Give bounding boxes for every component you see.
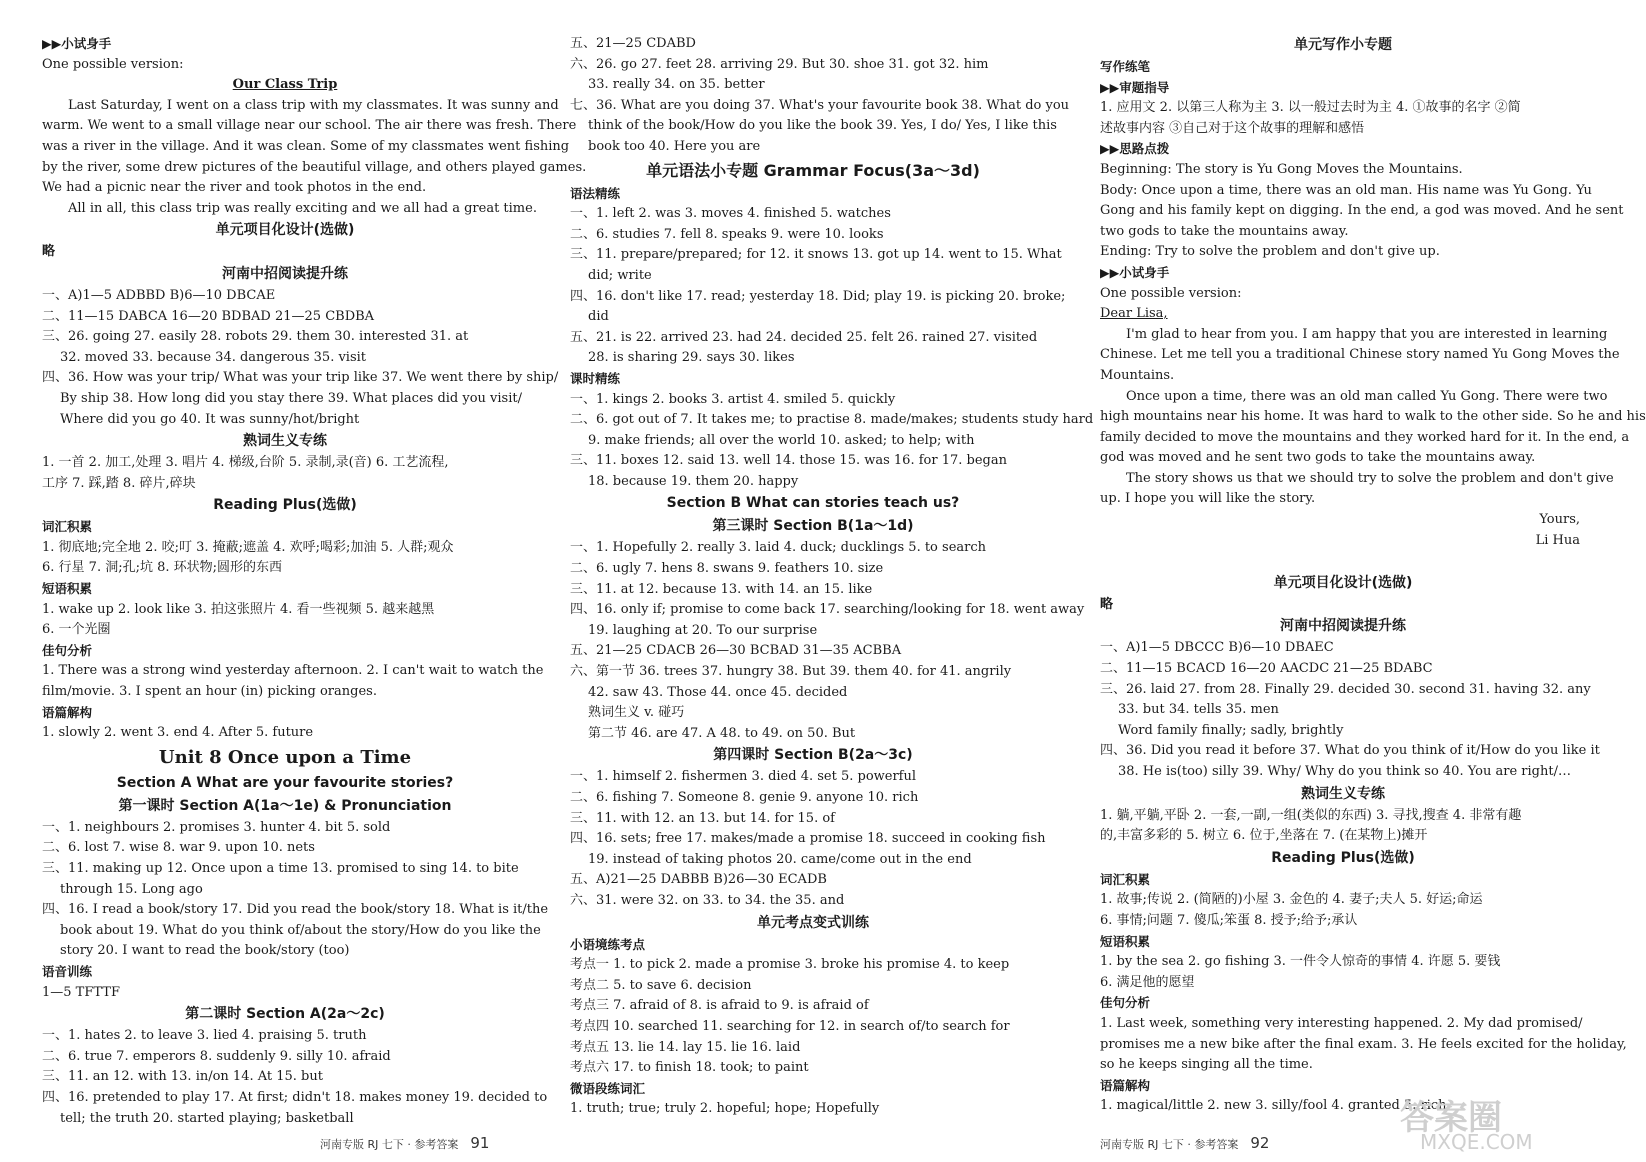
col2-line: did; write <box>588 267 652 283</box>
col2-line: 小语境练考点 <box>570 936 646 952</box>
col2-line: 四、16. don't like 17. read; yesterday 18. Did; play 19. is picking 20. broke; <box>570 288 1066 304</box>
col2-line: 七、36. What are you doing 37. What's your favourite book 38. What do you <box>570 97 1070 113</box>
col1-line: 一、1. hates 2. to leave 3. lied 4. praising 5. truth <box>42 1028 367 1044</box>
col3-line: 词汇积累 <box>1100 871 1151 887</box>
col2-line: 一、1. left 2. was 3. moves 4. finished 5. watches <box>570 206 891 222</box>
col3-line: Gong and his family kept on digging. In the end, a god was moved. And he sent <box>1100 203 1624 219</box>
col2-line: 四、16. sets; free 17. makes/made a promise 18. succeed in cooking fish <box>570 831 1046 847</box>
col2-line: 五、21—25 CDACB 26—30 BCBAD 31—35 ACBBA <box>570 643 902 659</box>
col3-line: 1. 应用文 2. 以第三人称为主 3. 以一般过去时为主 4. ①故事的名字 ②简 <box>1100 100 1521 116</box>
col1-line: was a river in the village. And it was clean. Some of my classmates went fishing <box>42 138 570 154</box>
col2-line: 第三课时 Section B(1a～1d) <box>712 518 914 535</box>
col1-line: 略 <box>42 244 56 260</box>
col3-line: 6. 满足他的愿望 <box>1100 974 1195 990</box>
col2-line: 三、11. with 12. an 13. but 14. for 15. of <box>570 810 835 826</box>
col3-line: Chinese. Let me tell you a traditional Chinese story named Yu Gong Moves the <box>1100 347 1620 363</box>
left-column <box>42 34 587 1126</box>
col2-line: 9. make friends; all over the world 10. asked; to help; with <box>588 432 975 448</box>
col1-line: Last Saturday, I went on a class trip with my classmates. It was sunny and <box>68 97 559 113</box>
col2-line: 33. really 34. on 35. better <box>588 77 765 93</box>
col1-line: 一、A)1—5 ADBBD B)6—10 DBCAE <box>42 287 276 303</box>
col2-line: 42. saw 43. Those 44. once 45. decided <box>588 684 848 700</box>
col1-line: 6. 行星 7. 洞;孔;坑 8. 环状物;圆形的东西 <box>42 560 283 576</box>
col3-line: family decided to move the mountains and they worked hard for it. In the end, a <box>1100 429 1630 445</box>
col3-line: 四、36. Did you read it before 37. What do you think of it/How do you like it <box>1100 743 1600 759</box>
col1-line: 语篇解构 <box>42 704 93 720</box>
col1-line: tell; the truth 20. started playing; basketball <box>60 1110 354 1126</box>
col3-line: 单元项目化设计(选做) <box>1273 574 1413 591</box>
col3-line: Once upon a time, there was an old man called Yu Gong. There were two <box>1126 388 1608 404</box>
col3-line: 1. by the sea 2. go fishing 3. 一件令人惊奇的事情 4. 许愿 5. 要钱 <box>1100 954 1501 970</box>
col3-line: 三、26. laid 27. from 28. Finally 29. decided 30. second 31. having 32. any <box>1100 681 1591 697</box>
col2-line: 考点五 13. lie 14. lay 15. lie 16. laid <box>570 1039 801 1055</box>
col1-line: 语音训练 <box>42 963 93 979</box>
col2-line: 第四课时 Section B(2a～3c) <box>713 747 913 764</box>
col3-line: Yours, <box>1539 512 1580 528</box>
col1-line: 四、36. How was your trip/ What was your trip like 37. We went there by ship/ <box>42 370 559 386</box>
col1-line: 1. wake up 2. look like 3. 拍这张照片 4. 看一些视频 5. 越来越黑 <box>42 601 435 617</box>
col1-line: 一、1. neighbours 2. promises 3. hunter 4. bit 5. sold <box>42 819 391 835</box>
col3-line: 佳句分析 <box>1100 995 1151 1011</box>
col3-line: 短语积累 <box>1100 933 1151 949</box>
col2-line: 四、16. only if; promise to come back 17. searching/looking for 18. went away <box>570 602 1085 618</box>
col3-line: 二、11—15 BCACD 16—20 AACDC 21—25 BDABC <box>1100 661 1433 677</box>
col2-line: 19. instead of taking photos 20. came/come out in the end <box>588 851 972 867</box>
col1-line: 三、11. an 12. with 13. in/on 14. At 15. but <box>42 1069 323 1085</box>
col1-line: film/movie. 3. I spent an hour (in) picking oranges. <box>42 684 377 700</box>
col2-line: 语法精练 <box>570 185 621 201</box>
watermark-logo: 答案圈 <box>1400 1098 1502 1138</box>
col3-line: promises me a new bike after the final exam. 3. He feels excited for the holiday, <box>1100 1036 1627 1052</box>
col2-line: 三、11. prepare/prepared; for 12. it snows 13. got up 14. went to 15. What <box>570 247 1062 263</box>
col2-line: 二、6. ugly 7. hens 8. swans 9. feathers 10. size <box>570 561 884 577</box>
right-column <box>1100 34 1646 1124</box>
col3-line: Beginning: The story is Yu Gong Moves the Mountains. <box>1100 161 1463 177</box>
col3-line: 1. Last week, something very interesting happened. 2. My dad promised/ <box>1100 1015 1583 1031</box>
col3-line <box>1100 551 1586 572</box>
page-number-left: 91 <box>470 1134 490 1152</box>
col2-line: 一、1. Hopefully 2. really 3. laid 4. duck; ducklings 5. to search <box>570 540 987 556</box>
col2-line: 五、A)21—25 DABBB B)26—30 ECADB <box>570 872 827 888</box>
col1-line: 三、26. going 27. easily 28. robots 29. them 30. interested 31. at <box>42 329 469 345</box>
col3-line: Dear Lisa, <box>1100 306 1168 322</box>
col3-line: two gods to take the mountains away. <box>1100 223 1349 239</box>
col3-line: Reading Plus(选做) <box>1271 849 1415 866</box>
col2-line: 三、11. boxes 12. said 13. well 14. those 15. was 16. for 17. began <box>570 453 1007 469</box>
col1-line: 1. There was a strong wind yesterday afternoon. 2. I can't wait to watch the <box>42 663 544 679</box>
col2-line: 19. laughing at 20. To our surprise <box>588 622 818 638</box>
col1-line: 河南中招阅读提升练 <box>222 265 348 282</box>
col3-line: Body: Once upon a time, there was an old man. His name was Yu Gong. Yu <box>1100 182 1592 198</box>
page-footer-left <box>320 1134 489 1152</box>
col1-line: 短语积累 <box>42 581 93 597</box>
col3-line: high mountains near his home. It was hard to walk to the other side. So he and his <box>1100 409 1646 425</box>
col2-line: 五、21. is 22. arrived 23. had 24. decided 25. felt 26. rained 27. visited <box>570 329 1038 345</box>
col2-line: think of the book/How do you like the book 39. Yes, I do/ Yes, I like this <box>588 118 1057 134</box>
col2-line: 一、1. himself 2. fishermen 3. died 4. set 5. powerful <box>570 769 917 785</box>
col3-line: 1. 故事;传说 2. (简陋的)小屋 3. 金色的 4. 妻子;夫人 5. 好运;命运 <box>1100 892 1483 908</box>
col1-line: Our Class Trip <box>232 77 338 93</box>
col1-line: story 20. I want to read the book/story (too) <box>60 943 350 959</box>
col1-line: Reading Plus(选做) <box>213 497 357 514</box>
col2-line: 微语段练词汇 <box>570 1080 646 1096</box>
col1-line: 二、6. lost 7. wise 8. war 9. upon 10. nets <box>42 840 315 856</box>
col2-line: 考点二 5. to save 6. decision <box>570 977 752 993</box>
watermark-url: MXQE.COM <box>1420 1130 1533 1154</box>
col1-line: 32. moved 33. because 34. dangerous 35. visit <box>60 349 367 365</box>
col3-line: The story shows us that we should try to solve the problem and don't give <box>1126 470 1614 486</box>
col1-line: 四、16. pretended to play 17. At first; didn't 18. makes money 19. decided to <box>42 1089 548 1105</box>
col3-line: 语篇解构 <box>1100 1077 1151 1093</box>
page-number-right: 92 <box>1250 1134 1270 1152</box>
col3-line: 河南中招阅读提升练 <box>1280 618 1406 635</box>
col3-line: 的,丰富多彩的 5. 树立 6. 位于,坐落在 7. (在某物上)摊开 <box>1100 828 1428 844</box>
col2-line: 二、6. got out of 7. It takes me; to practise 8. made/makes; students study hard <box>570 412 1094 428</box>
col3-line: Li Hua <box>1535 532 1580 548</box>
page-footer-right <box>1100 1134 1269 1152</box>
col3-line: 略 <box>1100 596 1114 612</box>
col3-line: 熟词生义专练 <box>1301 785 1385 802</box>
col3-line: 1. magical/little 2. new 3. silly/fool 4. granted 5. rich <box>1100 1098 1447 1114</box>
col3-line: I'm glad to hear from you. I am happy that you are interested in learning <box>1126 326 1608 342</box>
col3-line: Ending: Try to solve the problem and don't give up. <box>1100 244 1440 260</box>
col1-line: All in all, this class trip was really exciting and we all had a great time. <box>68 200 537 216</box>
col1-line: 第一课时 Section A(1a～1e) & Pronunciation <box>118 797 452 814</box>
col2-line: 28. is sharing 29. says 30. likes <box>588 350 795 366</box>
col1-line: 二、11—15 DABCA 16—20 BDBAD 21—25 CBDBA <box>42 308 375 324</box>
col2-line: 二、6. studies 7. fell 8. speaks 9. were 10. looks <box>570 226 884 242</box>
col3-line: 一、A)1—5 DBCCC B)6—10 DBAEC <box>1100 640 1334 656</box>
col3-line: up. I hope you will like the story. <box>1100 491 1316 507</box>
col2-line: 单元语法小专题 Grammar Focus(3a～3d) <box>646 160 980 180</box>
col3-line: 33. but 34. tells 35. men <box>1118 702 1279 718</box>
col1-line: warm. We went to a small village near our school. The air there was fresh. There <box>42 118 577 134</box>
col2-line: 熟词生义 v. 碰巧 <box>588 705 685 721</box>
col1-line: by the river, some drew pictures of the beautiful village, and others played games. <box>42 159 587 175</box>
footer-left-text: 河南专版 RJ 七下 · 参考答案 <box>320 1138 459 1151</box>
col3-line: god was moved and he sent two gods to take the mountains away. <box>1100 450 1536 466</box>
col3-line: 1. 躺,平躺,平卧 2. 一套,一副,一组(类似的东西) 3. 寻找,搜查 4. 非常有趣 <box>1100 807 1522 823</box>
col1-line: We had a picnic near the river and took photos in the end. <box>42 180 427 196</box>
col2-line: 六、31. were 32. on 33. to 34. the 35. and <box>570 892 845 908</box>
col3-line: 述故事内容 ③自己对于这个故事的理解和感悟 <box>1100 120 1365 136</box>
col1-line: 词汇积累 <box>42 519 93 535</box>
col1-line: 1—5 TFTTF <box>42 984 120 1000</box>
col2-line: did <box>588 309 609 325</box>
col1-line: 第二课时 Section A(2a～2c) <box>185 1006 385 1023</box>
col3-line: 6. 事情;问题 7. 傻瓜;笨蛋 8. 授予;给予;承认 <box>1100 912 1358 928</box>
col1-line: One possible version: <box>42 56 184 72</box>
col2-line: 六、26. go 27. feet 28. arriving 29. But 30. shoe 31. got 32. him <box>570 56 989 72</box>
col2-line: 第二节 46. are 47. A 48. to 49. on 50. But <box>588 725 856 741</box>
col1-line: 三、11. making up 12. Once upon a time 13. promised to sing 14. to bite <box>42 861 519 876</box>
col2-line: 课时精练 <box>570 370 621 386</box>
middle-column <box>570 34 1094 1124</box>
col1-line: Unit 8 Once upon a Time <box>158 746 412 768</box>
col2-line: 二、6. fishing 7. Someone 8. genie 9. anyone 10. rich <box>570 790 919 805</box>
col2-line: 三、11. at 12. because 13. with 14. an 15. like <box>570 581 873 597</box>
col1-line: 1. 彻底地;完全地 2. 咬;叮 3. 掩蔽;遮盖 4. 欢呼;喝彩;加油 5. 人群;观众 <box>42 539 454 555</box>
col1-line: book about 19. What do you think of/about the story/How do you like the <box>60 922 541 938</box>
col3-line: 单元写作小专题 <box>1294 37 1392 53</box>
col3-line: 写作练笔 <box>1100 59 1151 74</box>
col3-line: Mountains. <box>1100 367 1175 383</box>
col1-line: 二、6. true 7. emperors 8. suddenly 9. silly 10. afraid <box>42 1048 391 1064</box>
col1-line: 1. 一首 2. 加工,处理 3. 唱片 4. 梯级,台阶 5. 录制,录(音) 6. 工艺流程, <box>42 455 449 471</box>
col3-line: so he keeps singing all the time. <box>1100 1057 1313 1073</box>
col3-line: ▶▶小试身手 <box>1100 264 1170 280</box>
col1-line: 1. slowly 2. went 3. end 4. After 5. future <box>42 725 314 741</box>
col2-line: 考点三 7. afraid of 8. is afraid to 9. is afraid of <box>570 998 869 1014</box>
col3-line: ▶▶审题指导 <box>1100 79 1170 95</box>
col1-line: 四、16. I read a book/story 17. Did you read the book/story 18. What is it/the <box>42 902 549 918</box>
col1-line: Where did you go 40. It was sunny/hot/bright <box>60 411 360 427</box>
col2-line: 考点六 17. to finish 18. took; to paint <box>570 1060 809 1076</box>
col1-line: 6. 一个光圈 <box>42 622 111 638</box>
col3-line: Word family finally; sadly, brightly <box>1118 722 1344 738</box>
col1-line: ▶▶小试身手 <box>42 36 112 51</box>
col3-line: One possible version: <box>1100 285 1242 301</box>
col2-line: Section B What can stories teach us? <box>666 495 960 512</box>
col1-line: 单元项目化设计(选做) <box>215 222 355 239</box>
col2-line: 六、第一节 36. trees 37. hungry 38. But 39. them 40. for 41. angrily <box>570 664 1012 680</box>
col2-line: 一、1. kings 2. books 3. artist 4. smiled 5. quickly <box>570 391 896 407</box>
footer-right-text: 河南专版 RJ 七下 · 参考答案 <box>1100 1138 1239 1151</box>
col3-line: 38. He is(too) silly 39. Why/ Why do you think so 40. You are right/… <box>1118 764 1571 779</box>
col2-line: 单元考点变式训练 <box>757 914 869 931</box>
col3-line: ▶▶思路点拨 <box>1100 141 1170 157</box>
col1-line: By ship 38. How long did you stay there 39. What places did you visit/ <box>60 390 522 406</box>
col2-line: 五、21—25 CDABD <box>570 36 696 51</box>
col2-line: book too 40. Here you are <box>588 138 761 154</box>
col1-line: through 15. Long ago <box>60 881 203 897</box>
col2-line: 18. because 19. them 20. happy <box>588 473 799 489</box>
col1-line: 工序 7. 踩,踏 8. 碎片,碎块 <box>42 475 196 491</box>
col1-line: 熟词生义专练 <box>243 433 327 450</box>
col1-line: 佳句分析 <box>42 642 93 658</box>
col1-line: Section A What are your favourite stories? <box>116 774 454 791</box>
col2-line: 考点一 1. to pick 2. made a promise 3. broke his promise 4. to keep <box>570 957 1010 973</box>
col2-line: 1. truth; true; truly 2. hopeful; hope; Hopefully <box>570 1101 880 1117</box>
col2-line: 考点四 10. searched 11. searching for 12. in search of/to search for <box>570 1018 1010 1034</box>
